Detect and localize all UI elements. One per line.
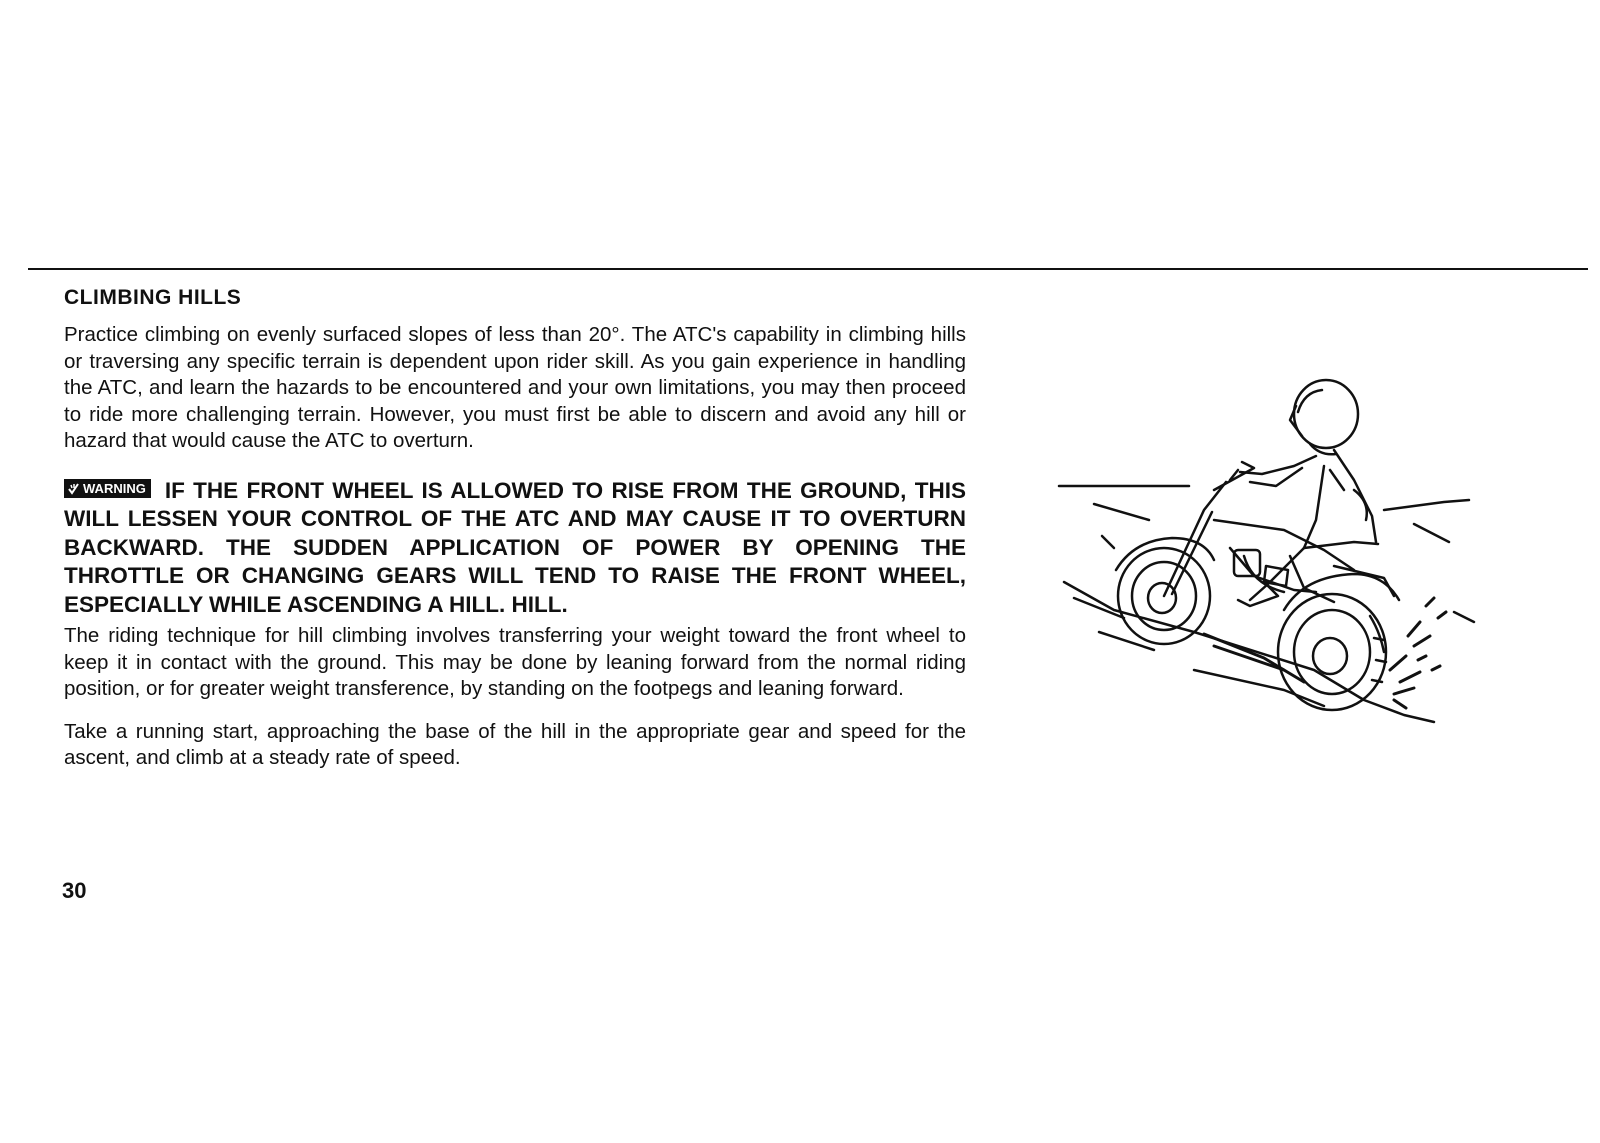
warning-text: IF THE FRONT WHEEL IS ALLOWED TO RISE FROM THE GROUND, THIS WILL LESSEN YOUR CONTROL OF THE ATC AND MAY CAUSE IT TO OVERTURN BACKWARD. THE SUDDEN APPLICATION OF POWER BY OPENING THE THROTTLE OR CHANGING GEARS WILL TEND TO RAISE THE FRONT WHEEL, ESPECIALLY WHILE ASCENDING A HILL. HILL. [64, 477, 966, 617]
section-climbing-hills [64, 286, 966, 772]
warning-badge-label: WARNING [83, 480, 146, 496]
paragraph-riding-technique: The riding technique for hill climbing involves transferring your weight toward the front wheel to keep it in contact with the ground. This may be done by leaning forward from the normal riding position, or for greater weight transference, by standing on the footpegs and leaning forward. [64, 624, 966, 700]
warning-badge [64, 479, 151, 498]
page-number: 30 [62, 878, 87, 903]
mud-spray [1204, 598, 1446, 708]
warning-block [64, 477, 966, 620]
paragraph-running-start: Take a running start, approaching the base of the hill in the appropriate gear and speed for the ascent, and climb at a steady rate of speed. [64, 719, 966, 769]
rear-wheel [1278, 574, 1399, 710]
header-rule [28, 268, 1588, 270]
section-heading: CLIMBING HILLS [64, 286, 242, 309]
rider-on-atc-climbing-hill-illustration [1054, 370, 1484, 740]
hill-lines [1059, 486, 1474, 722]
paragraph-practice-climbing: Practice climbing on evenly surfaced slopes of less than 20°. The ATC's capability in climbing hills or traversing any specific terrain is dependent upon rider skill. As you gain experience in handling the ATC, and learn the hazards to be encountered and your own limitations, you may then proceed to ride more challenging terrain. However, you must first be able to discern and avoid any hill or hazard that would cause the ATC to overturn. [64, 323, 966, 452]
warning-hand-icon [67, 482, 80, 495]
